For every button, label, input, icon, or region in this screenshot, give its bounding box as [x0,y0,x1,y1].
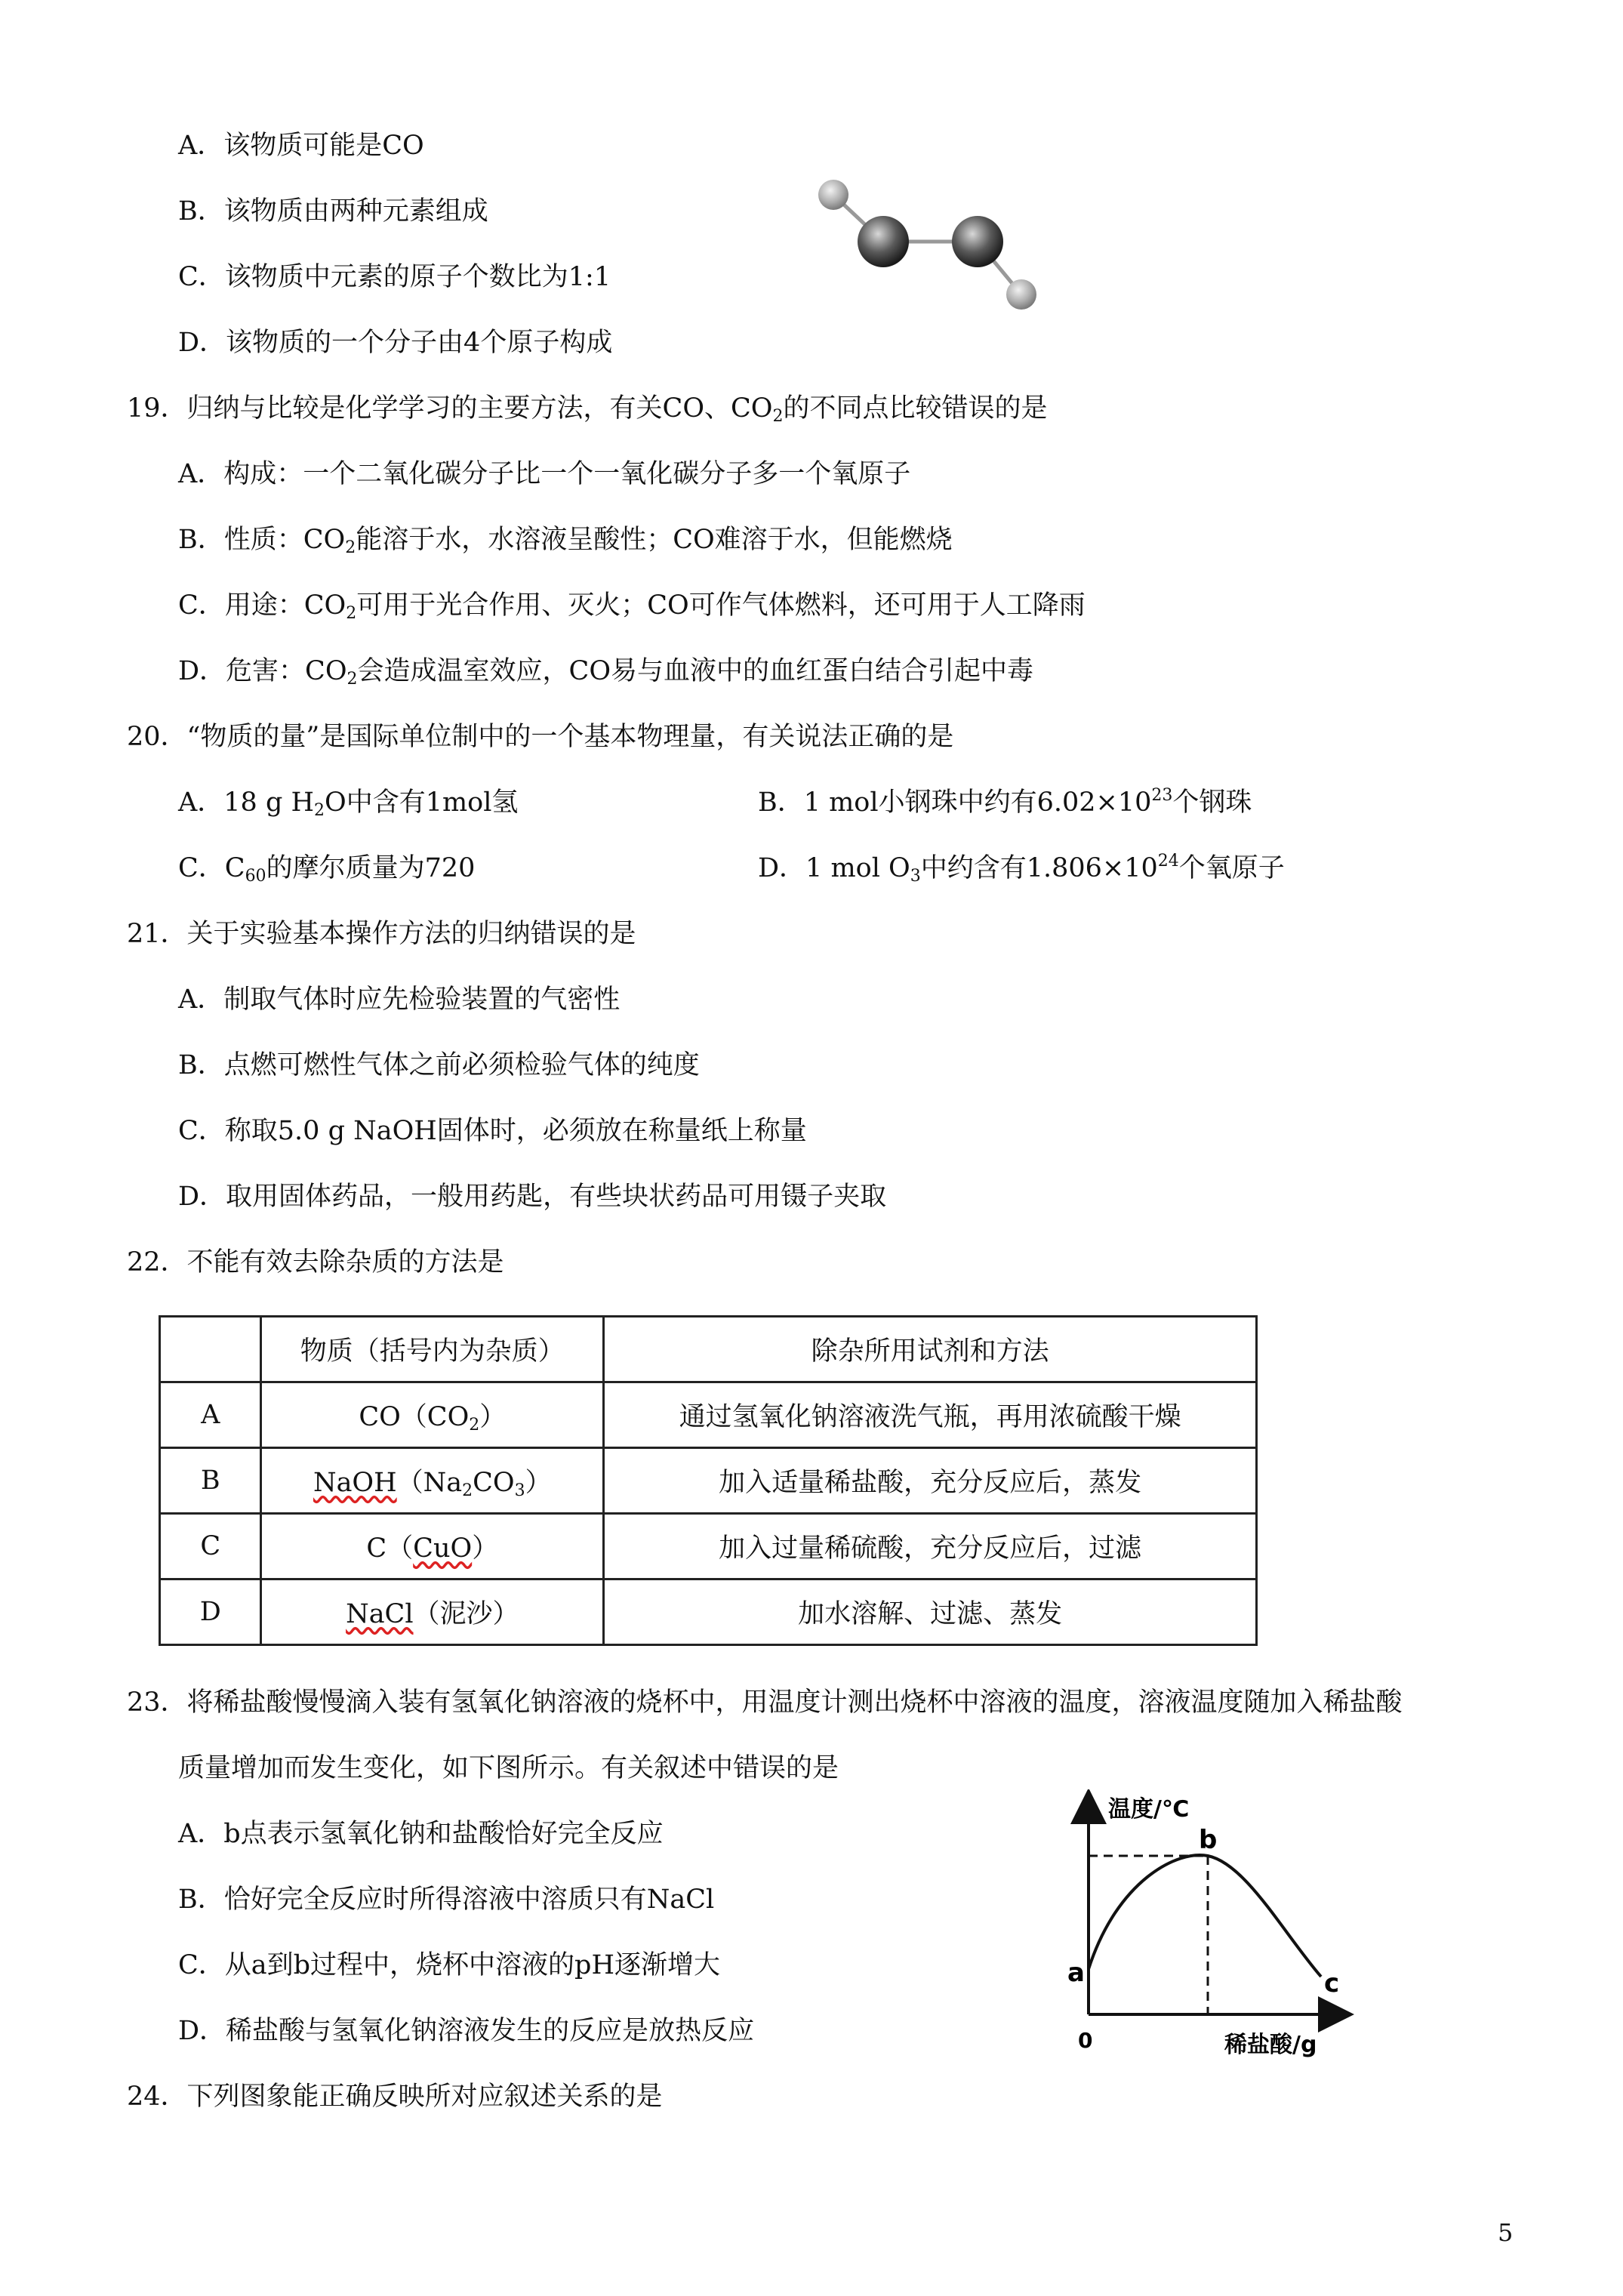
q20-option-d: D．1 mol $O_3$中约含有$1.806\times 10^{24}$个氧原子 [758,852,1285,886]
table-header-row [160,1317,1257,1382]
table-header-method: 除杂所用试剂和方法 [604,1317,1257,1382]
table-row [160,1579,1257,1645]
q19-option-b: B．性质：$CO_2$能溶于水，水溶液呈酸性；CO难溶于水，但能燃烧 [178,525,953,557]
row-method: 加入适量稀盐酸，充分反应后，蒸发 [604,1448,1257,1514]
q21-option-d: D．取用固体药品，一般用药匙，有些块状药品可用镊子夹取 [178,1182,887,1212]
small-atom [818,180,848,210]
row-label: B [160,1448,261,1514]
table-row [160,1514,1257,1579]
row-label: A [160,1382,261,1448]
q19-option-a: A．构成：一个二氧化碳分子比一个一氧化碳分子多一个氧原子 [178,459,911,489]
q18-option-d: D．该物质的一个分子由4个原子构成 [178,328,613,358]
row-substance: $NaOH(Na_2CO_3)$ [261,1448,604,1514]
large-atom [952,216,1003,267]
row-label: C [160,1514,261,1579]
q20-option-a: A．18 g $H_2O$中含有1mol氢 [178,787,519,820]
q21-option-b: B．点燃可燃性气体之前必须检验气体的纯度 [178,1050,700,1080]
row-substance: C（CuO） [261,1514,604,1579]
temperature-curve [1089,1855,1321,1977]
point-b-label: b [1199,1825,1218,1855]
temperature-graph [1057,1789,1359,2069]
q23-option-d: D．稀盐酸与氢氧化钠溶液发生的反应是放热反应 [178,2016,755,2046]
q21-option-c: C．称取5.0 g NaOH固体时，必须放在称量纸上称量 [178,1116,807,1146]
large-atom [858,216,909,267]
table-row [160,1448,1257,1514]
q24-stem: 24．下列图象能正确反映所对应叙述关系的是 [127,2082,663,2112]
table-header-blank [160,1317,261,1382]
molecule-model-image [770,166,1087,325]
page-number: 5 [1498,2218,1514,2247]
row-label: D [160,1579,261,1645]
q19-stem: 19．归纳与比较是化学学习的主要方法，有关CO、$CO_2$的不同点比较错误的是 [127,393,1048,426]
q20-option-b: B．1 mol小钢珠中约有$6.02\times 10^{23}$个钢珠 [758,786,1252,818]
q22-stem: 22．不能有效去除杂质的方法是 [127,1247,504,1277]
small-atom [1006,279,1036,310]
q23-stem-line1: 23．将稀盐酸慢慢滴入装有氢氧化钠溶液的烧杯中，用温度计测出烧杯中溶液的温度，溶液温度随加入稀盐酸 [127,1687,1403,1718]
q23-option-a: A．b点表示氢氧化钠和盐酸恰好完全反应 [178,1819,664,1849]
q23-option-b: B．恰好完全反应时所得溶液中溶质只有NaCl [178,1885,715,1915]
row-method: 加水溶解、过滤、蒸发 [604,1579,1257,1645]
q20-option-c: C．$C_{60}$的摩尔质量为720 [178,853,476,886]
table-header-substance: 物质（括号内为杂质） [261,1317,604,1382]
row-method: 通过氢氧化钠溶液洗气瓶，再用浓硫酸干燥 [604,1382,1257,1448]
q23-stem-line2: 质量增加而发生变化，如下图所示。有关叙述中错误的是 [178,1753,839,1783]
q18-option-b: B．该物质由两种元素组成 [178,196,488,227]
point-c-label: c [1324,1968,1340,1999]
table-row [160,1382,1257,1448]
origin-label: 0 [1078,2028,1093,2053]
q23-option-c: C．从a到b过程中，烧杯中溶液的pH逐渐增大 [178,1950,720,1980]
row-method: 加入过量稀硫酸，充分反应后，过滤 [604,1514,1257,1579]
row-substance: $CO(CO_2)$ [261,1382,604,1448]
q18-option-a: A．该物质可能是CO [178,131,424,161]
q19-option-c: C．用途：$CO_2$可用于光合作用、灭火；CO可作气体燃料，还可用于人工降雨 [178,590,1086,623]
x-axis-label: 稀盐酸/g [1224,2032,1317,2058]
q19-option-d: D．危害：$CO_2$会造成温室效应，CO易与血液中的血红蛋白结合引起中毒 [178,656,1034,689]
row-substance: NaCl（泥沙） [261,1579,604,1645]
q18-option-c: C．该物质中元素的原子个数比为1:1 [178,262,611,292]
q21-option-a: A．制取气体时应先检验装置的气密性 [178,985,621,1015]
y-axis-label: 温度/℃ [1108,1796,1190,1823]
impurity-removal-table [159,1315,1258,1646]
point-a-label: a [1067,1958,1085,1988]
q20-stem: 20．“物质的量”是国际单位制中的一个基本物理量，有关说法正确的是 [127,722,954,752]
q21-stem: 21．关于实验基本操作方法的归纳错误的是 [127,919,636,949]
